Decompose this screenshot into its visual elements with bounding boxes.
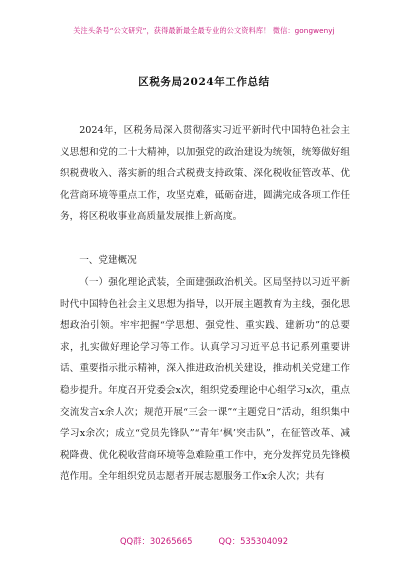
document-title: 区税务局2024年工作总结 (138, 76, 270, 88)
intro-block (60, 120, 350, 228)
header-promo-note: 关注头条号“公文研究”，获得最新最全最专业的公文资料库！ 微信：gongwenyj (73, 26, 335, 35)
footer-qq-group: QQ群：30265665 (119, 536, 193, 546)
intro-paragraph: 2024年，区税务局深入贯彻落实习近平新时代中国特色社会主义思想和党的二十大精神，以加强党的政治建设为统领，统筹做好组织税费收入、落实新的组合式税费支持政策、深化税收征管改革、优化营商环境等重点工作，攻坚克难，砥砺奋进，圆满完成各项工作任务，将区税收事业高质量发展推上新高度。 (60, 125, 350, 223)
footer-qq-number: QQ：535304092 (218, 536, 289, 546)
section-body (60, 272, 350, 488)
section-paragraph: （一）强化理论武装，全面建强政治机关。区局坚持以习近平新时代中国特色社会主义思想为指导，以开展主题教育为主线，强化思想政治引领。牢牢把握“学思想、强党性、重实践、建新功”的总要求，扎实做好理论学习等工作。认真学习习近平总书记系列重要讲话、重要指示批示精神，深入推进政治机关建设，推动机关党建工作稳步提升。年度召开党委会x次，组织党委理论中心组学习x次，重点交流发言x余人次；规范开展“三会一课”“主题党日”活动，组织集中学习x余次；成立“党员先锋队”“青年‘枫’突击队”，在征管改革、减税降费、优化税收营商环境等急难险重工作中，充分发挥党员先锋模范作用。全年组织党员志愿者开展志愿服务工作x余人次；共有 (60, 277, 350, 483)
section-heading-party-building: 一、党建概况 (79, 255, 137, 266)
footer-contact (0, 535, 408, 547)
